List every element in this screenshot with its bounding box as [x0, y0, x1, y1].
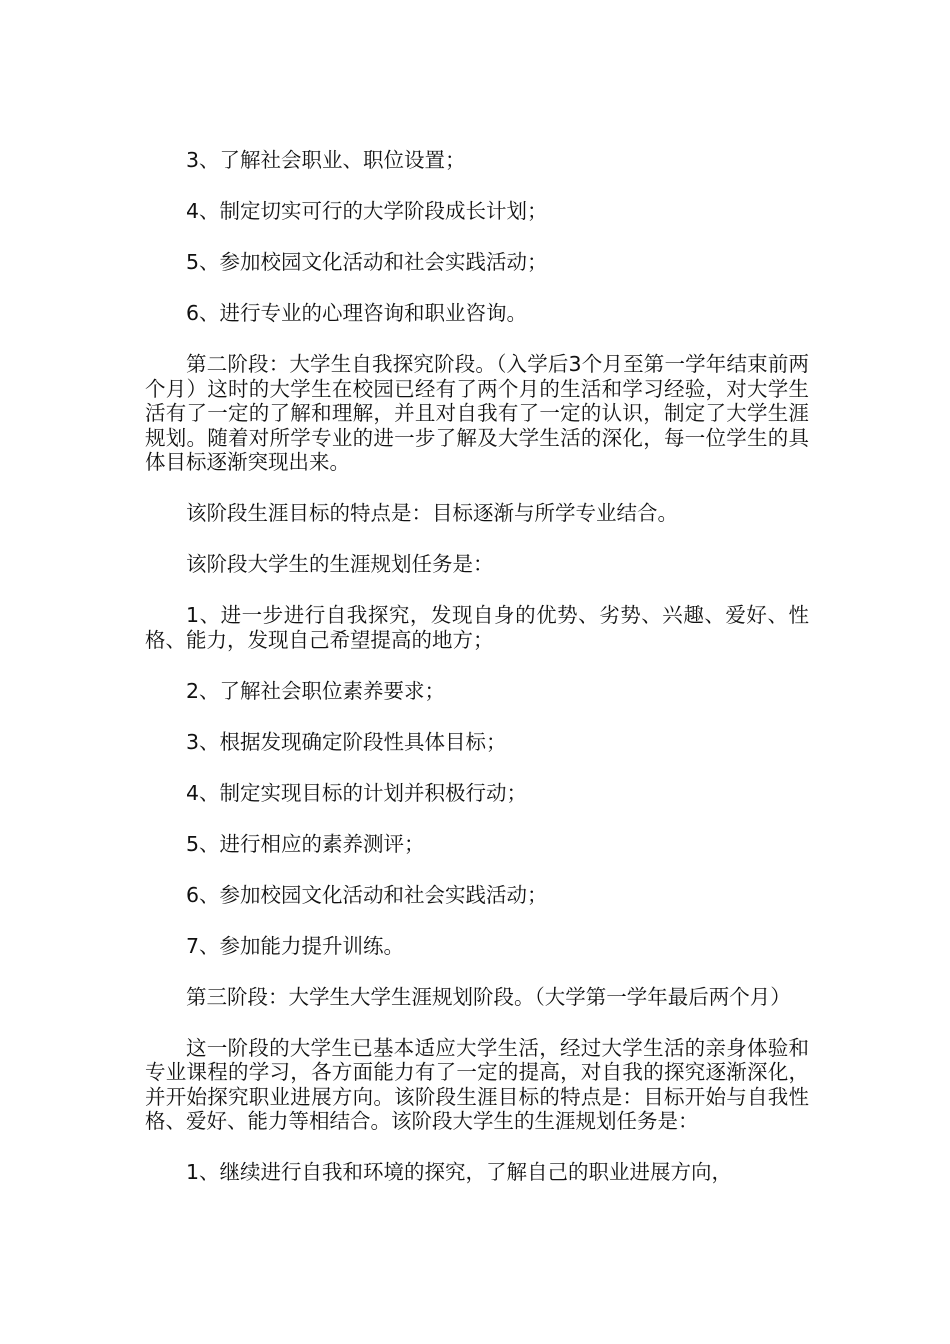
paragraph: 5、进行相应的素养测评；: [186, 831, 425, 856]
paragraph: 6、进行专业的心理咨询和职业咨询。: [186, 301, 528, 325]
paragraph: 4、制定实现目标的计划并积极行动；: [186, 780, 528, 805]
paragraph: 6、参加校园文化活动和社会实践活动；: [186, 882, 548, 907]
paragraph: 3、了解社会职业、职位设置；: [186, 148, 466, 172]
paragraph: 第二阶段：大学生自我探究阶段。（入学后3个月至第一学年结束前两个月）这时的大学生在校园已经有了两个月的生活和学习经验，对大学生活有了一定的了解和理解，并且对自我有了一定的认识，制定了大学生涯规划。随着对所学专业的进一步了解及大学生活的深化，每一位学生的具体目标逐渐突现出来。: [145, 352, 809, 474]
paragraph: 2、了解社会职位素养要求；: [186, 678, 446, 703]
document-body: [145, 148, 809, 1211]
paragraph: 5、参加校园文化活动和社会实践活动；: [186, 250, 548, 274]
paragraph: 这一阶段的大学生已基本适应大学生活，经过大学生活的亲身体验和专业课程的学习，各方面能力有了一定的提高，对自我的探究逐渐深化，并开始探究职业进展方向。该阶段生涯目标的特点是：目标开始与自我性格、爱好、能力等相结合。该阶段大学生的生涯规划任务是：: [145, 1035, 809, 1133]
paragraph: 第三阶段：大学生大学生涯规划阶段。（大学第一学年最后两个月）: [186, 984, 791, 1009]
paragraph: 4、制定切实可行的大学阶段成长计划；: [186, 199, 548, 223]
paragraph: 7、参加能力提升训练。: [186, 933, 405, 958]
paragraph: 该阶段大学生的生涯规划任务是：: [186, 552, 494, 576]
paragraph: 1、进一步进行自我探究，发现自身的优势、劣势、兴趣、爱好、性格、能力，发现自己希望提高的地方；: [145, 603, 809, 652]
paragraph: 1、继续进行自我和环境的探究，了解自己的职业进展方向，: [186, 1160, 733, 1184]
paragraph: 3、根据发现确定阶段性具体目标；: [186, 729, 507, 754]
paragraph: 该阶段生涯目标的特点是：目标逐渐与所学专业结合。: [186, 501, 678, 525]
